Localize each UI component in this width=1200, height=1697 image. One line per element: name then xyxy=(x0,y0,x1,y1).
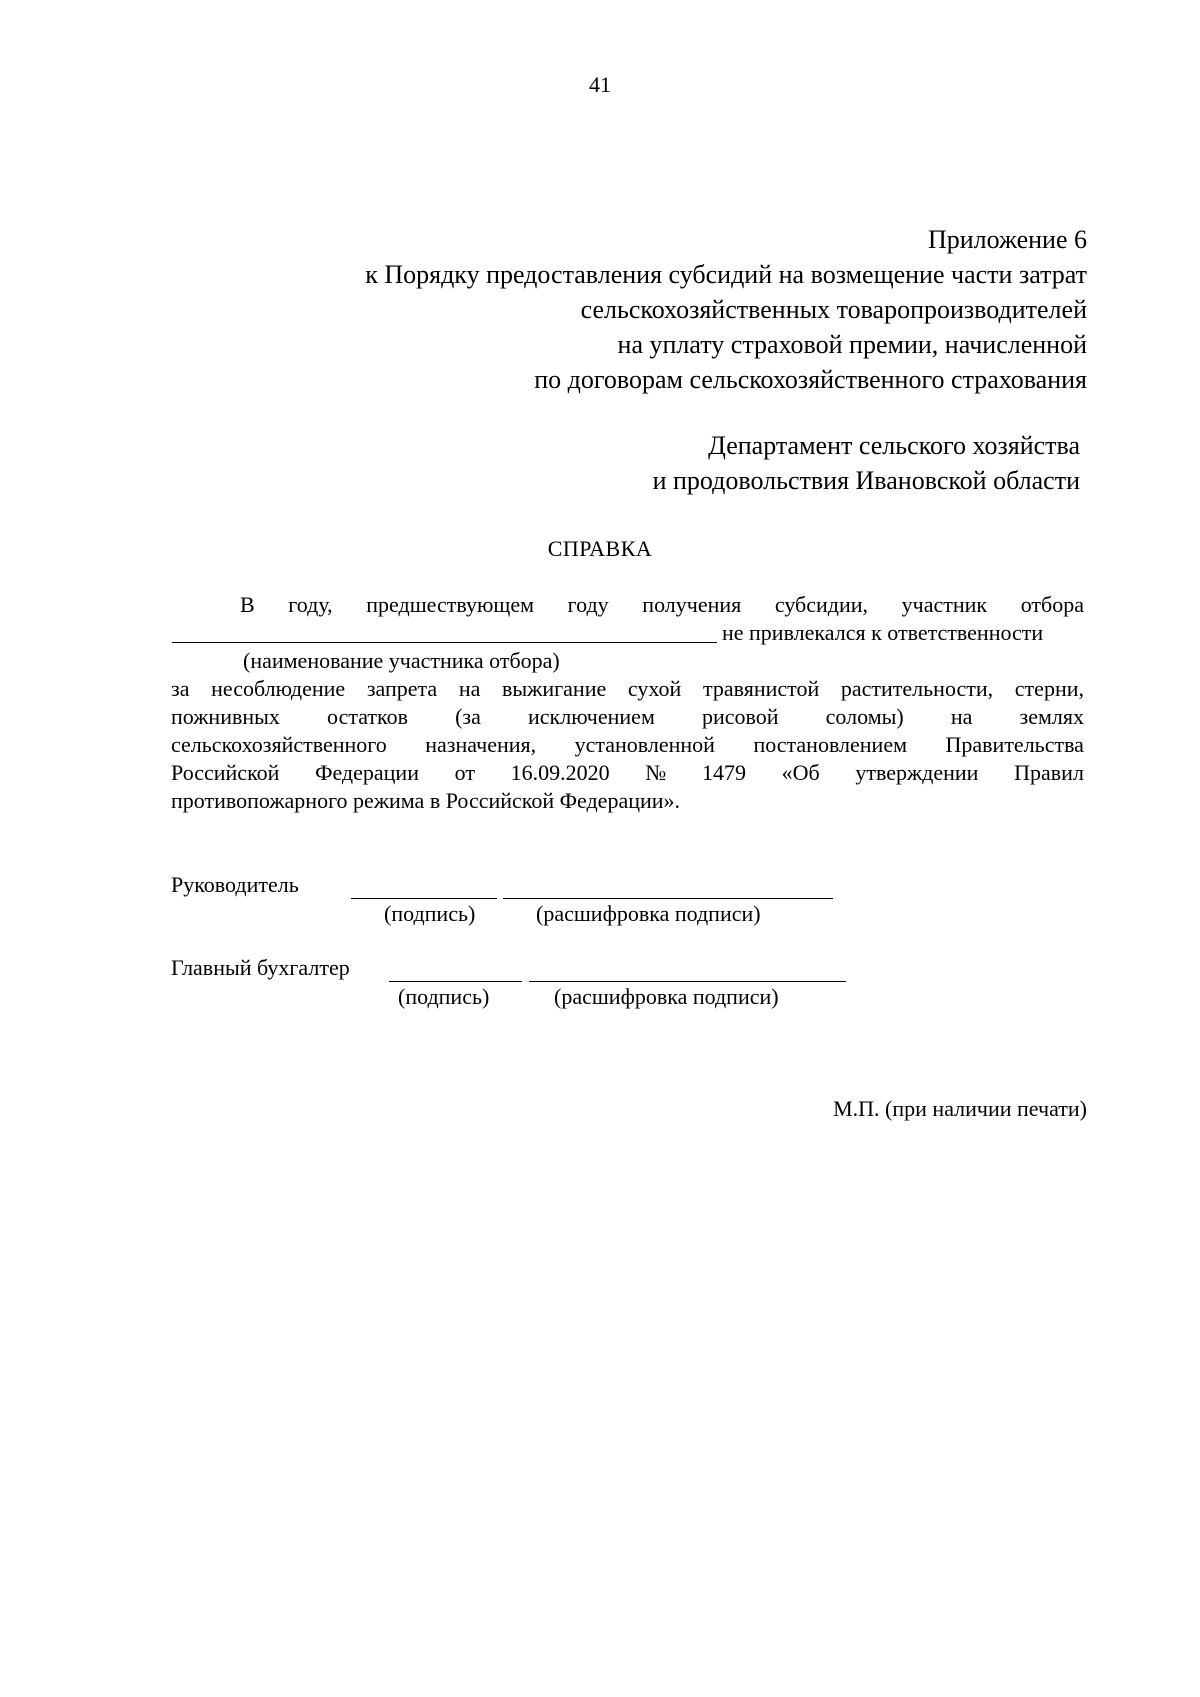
body-word: установленной xyxy=(574,732,715,757)
appendix-line: сельскохозяйственных товаропроизводителей xyxy=(580,295,1087,324)
body-word: на xyxy=(950,704,973,729)
body-word: на xyxy=(458,676,481,701)
stamp-note: М.П. (при наличии печати) xyxy=(833,1096,1087,1121)
body-word: выжигание xyxy=(502,676,607,701)
body-word: В xyxy=(240,592,255,617)
body-word: № xyxy=(645,760,667,785)
body-word: утверждении xyxy=(855,760,979,785)
body-word: назначения, xyxy=(425,732,537,757)
body-word: соломы) xyxy=(825,704,904,729)
page-number: 41 xyxy=(589,72,611,97)
body-word: году xyxy=(567,592,609,617)
body-word: году, xyxy=(288,592,333,617)
participant-name-field[interactable] xyxy=(172,642,717,643)
body-line-6 xyxy=(171,760,1084,786)
body-word: отбора xyxy=(1020,592,1084,617)
body-word: 1479 xyxy=(701,760,746,785)
body-word: Федерации xyxy=(315,760,419,785)
accountant-signature-field[interactable] xyxy=(389,981,522,982)
accountant-name-field[interactable] xyxy=(529,981,846,982)
body-line-1 xyxy=(240,592,1084,618)
body-word: предшествующем xyxy=(366,592,535,617)
body-word: сельскохозяйственного xyxy=(171,732,387,757)
head-name-field[interactable] xyxy=(503,898,833,899)
body-word: Правил xyxy=(1014,760,1084,785)
head-signature-caption: (подпись) xyxy=(384,901,476,926)
body-word: (за xyxy=(455,704,481,729)
body-word: исключением xyxy=(528,704,655,729)
body-word: травянистой xyxy=(702,676,820,701)
body-word: сухой xyxy=(627,676,682,701)
accountant-decoding-caption: (расшифровка подписи) xyxy=(554,984,779,1009)
body-word: несоблюдение xyxy=(211,676,346,701)
head-signature-field[interactable] xyxy=(351,898,497,899)
body-line-3 xyxy=(171,676,1084,702)
body-line-2-tail: не привлекался к ответственности xyxy=(722,620,1044,645)
body-word: «Об xyxy=(781,760,820,785)
body-word: Российской xyxy=(171,760,280,785)
body-word: растительности, xyxy=(840,676,994,701)
addressee-line: Департамент сельского хозяйства xyxy=(708,431,1080,460)
chief-accountant-label: Главный бухгалтер xyxy=(171,955,350,980)
body-word: остатков xyxy=(327,704,408,729)
body-word: Правительства xyxy=(945,732,1084,757)
body-word: пожнивных xyxy=(171,704,280,729)
body-word: от xyxy=(454,760,475,785)
head-label: Руководитель xyxy=(171,872,299,897)
body-word: землях xyxy=(1019,704,1084,729)
appendix-line: к Порядку предоставления субсидий на возмещение части затрат xyxy=(365,260,1087,289)
appendix-line: на уплату страховой премии, начисленной xyxy=(617,330,1087,359)
body-word: получения xyxy=(642,592,742,617)
body-word: рисовой xyxy=(701,704,779,729)
appendix-header xyxy=(365,222,1087,397)
head-decoding-caption: (расшифровка подписи) xyxy=(536,901,761,926)
body-line-7: противопожарного режима в Российской Федерации». xyxy=(171,788,681,813)
body-word: участник xyxy=(901,592,988,617)
appendix-line: по договорам сельскохозяйственного страхования xyxy=(534,365,1087,394)
accountant-signature-caption: (подпись) xyxy=(398,984,490,1009)
document-title: СПРАВКА xyxy=(547,536,653,561)
addressee-line: и продовольствия Ивановской области xyxy=(652,466,1080,495)
body-word: 16.09.2020 xyxy=(510,760,610,785)
addressee-block xyxy=(653,428,1080,498)
body-line-5 xyxy=(171,732,1084,758)
body-line-4 xyxy=(171,704,1084,730)
body-word: постановлением xyxy=(753,732,908,757)
appendix-title: Приложение 6 xyxy=(927,225,1087,254)
participant-name-caption: (наименование участника отбора) xyxy=(243,648,560,673)
body-word: стерни, xyxy=(1014,676,1084,701)
body-word: субсидии, xyxy=(774,592,869,617)
body-word: за xyxy=(171,676,190,701)
body-word: запрета xyxy=(366,676,438,701)
